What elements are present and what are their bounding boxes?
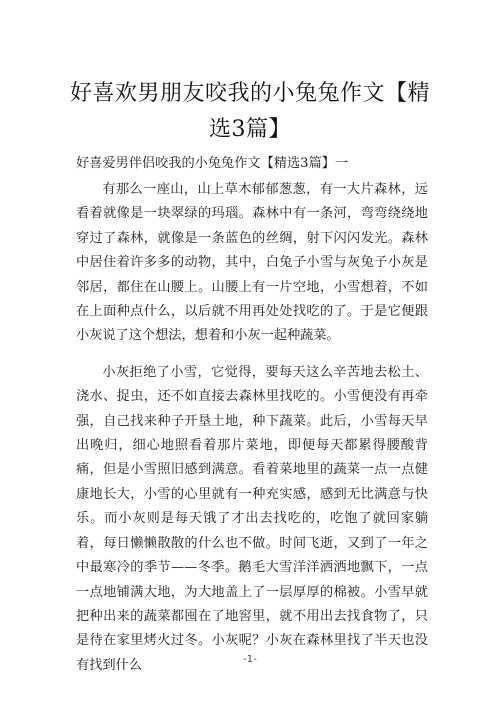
paragraph: 小灰拒绝了小雪，它觉得，要每天这么辛苦地去松土、浇水、捉虫，还不如直接去森林里找吃的。小雪便没有再牵强，自己找来种子开垦土地，种下蔬菜。此后，小雪每天早出晚归，细心地照看着那片菜地，即便每天都累得腰酸背痛，但是小雪照旧感到满意。看着菜地里的蔬菜一点一点健康地长大，小雪的心里就有一种充实感，感到无比满意与快乐。而小灰则是每天饿了才出去找吃的，吃饱了就回家躺着，每日懒懒散散的什么也不做。时间飞逝，又到了一年之中最寒冷的季节——冬季。鹅毛大雪洋洋洒洒地飘下，一点一点地铺满大地，为大地盖上了一层厚厚的棉被。小雪早就把种出来的蔬菜都囤在了地窖里，就不用出去找食物了，只是待在家里烤火过冬。小灰呢？小灰在森林里找了半天也没有找到什么 [76,364,428,673]
document-title: 好喜欢男朋友咬我的小兔兔作文【精选3篇】 [70,81,431,142]
document-body [76,178,428,678]
document-subtitle: 好喜爱男伴侣咬我的小兔兔作文【精选3篇】一 [76,156,349,171]
paragraph: 有那么一座山，山上草木郁郁葱葱，有一大片森林，远看着就像是一块翠绿的玛瑙。森林中有一条河，弯弯绕绕地穿过了森林，就像是一条蓝色的丝绸，射下闪闪发光。森林中居住着许多多的动物，其中，白兔子小雪与灰兔子小灰是邻居，都住在山腰上。山腰上有一片空地，小雪想着，不如在上面种点什么，以后就不用再处处找吃的了。于是它便跟小灰说了这个想法，想着和小灰一起种蔬菜。 [76,182,428,344]
page-number: -1- [243,654,257,665]
